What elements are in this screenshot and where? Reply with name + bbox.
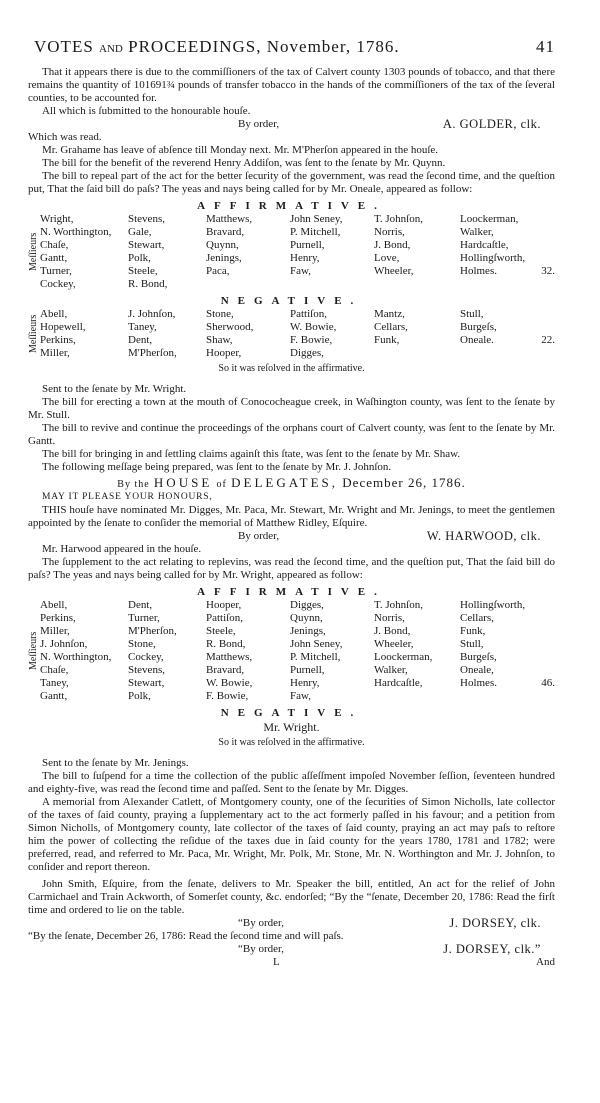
voter-name: Hopewell, <box>40 321 86 333</box>
voter-name: Cockey, <box>128 651 164 663</box>
voter-name: Digges, <box>290 347 324 359</box>
vote-count: 22. <box>541 334 555 346</box>
voter-name: Taney, <box>128 321 157 333</box>
negative-heading: NEGATIVE. <box>220 707 363 719</box>
header-title-votes: VOTES <box>34 37 94 56</box>
message-house: HOUSE <box>153 475 213 490</box>
voter-name: Jenings, <box>206 252 242 264</box>
voter-name: Turner, <box>40 265 72 277</box>
vote-count <box>538 638 555 651</box>
paragraph: A memorial from Alexander Catlett, of Montgomery county, one of the ſecurities of Simon Nicholls, late collector of the taxes of ſaid county, praying a ſupplementary act to the act formerly paſſed in his favour; and a petition from Simon Nicholls, of Montgomery county, late collector of the taxes of ſaid county, praying an act may paſs to reſtore him the power of collecting the reſidue of the taxes due in ſaid county for the years 1780, 1781 and 1782; were preferred, read, and referred to Mr. Paca, Mr. Wright, Mr. Polk, Mr. Stone, Mr. N. Worthington and Mr. J. Johnſon, to conſider and report thereon. <box>28 796 555 873</box>
voter-name <box>460 690 538 703</box>
voter-name: Faw, <box>290 690 311 702</box>
salutation: MAY IT PLEASE YOUR HONOURS, <box>42 492 213 502</box>
vote-count <box>538 625 555 638</box>
voter-name: Hooper, <box>206 347 242 359</box>
voter-name: Love, <box>374 252 400 264</box>
vote-table <box>28 599 555 703</box>
voter-name: Oneale. <box>460 334 494 346</box>
voter-name: T. Johnſon, <box>374 599 423 611</box>
voter-name: Steele, <box>128 265 158 277</box>
catchword: And <box>536 956 555 968</box>
voter-name: Hardcaſtle, <box>460 239 509 251</box>
by-order: “By order, <box>238 943 284 955</box>
message-by-the: By the <box>117 479 150 490</box>
vote-count: 32. <box>541 265 555 277</box>
voter-name: P. Mitchell, <box>290 651 341 663</box>
voter-name: Steele, <box>206 625 236 637</box>
voter-name: Hollingſworth, <box>460 252 526 264</box>
vote-row <box>40 677 555 690</box>
voter-name <box>206 278 290 291</box>
voter-name: M'Pherſon, <box>128 347 177 359</box>
vote-row <box>40 638 555 651</box>
voter-name: Burgeſs, <box>460 651 497 663</box>
voter-name <box>374 690 460 703</box>
voter-name: Henry, <box>290 252 320 264</box>
vote-row <box>40 213 555 226</box>
voter-name: Holmes. <box>460 677 497 689</box>
voter-name: M'Pherſon, <box>128 625 177 637</box>
paragraph: Which was read. <box>28 131 102 143</box>
vote-count <box>538 226 555 239</box>
paragraph: The bill for erecting a town at the mouth of Conococheague creek, in Waſhington county, was ſent to the ſenate by Mr. Stull. <box>28 396 555 421</box>
voter-name: Gale, <box>128 226 152 238</box>
header-title <box>34 37 400 56</box>
vote-count <box>538 690 555 703</box>
voter-name: P. Mitchell, <box>290 226 341 238</box>
voter-name: Digges, <box>290 599 324 611</box>
clerk-name: J. DORSEY, clk. <box>449 916 541 930</box>
voter-name: Chaſe, <box>40 239 69 251</box>
signature-line <box>28 118 555 131</box>
vote-count <box>538 651 555 664</box>
voter-name: Wheeler, <box>374 638 414 650</box>
vote-count <box>538 321 555 334</box>
voter-name: Polk, <box>128 252 151 264</box>
voter-name: Faw, <box>290 265 311 277</box>
messieurs-label: Meſſieurs <box>28 631 39 671</box>
voter-name: Jenings, <box>290 625 326 637</box>
voter-name: Turner, <box>128 612 160 624</box>
voter-name: J. Bond, <box>374 239 411 251</box>
voter-name: Stone, <box>128 638 156 650</box>
voter-name: Pattiſon, <box>290 308 327 320</box>
voter-name: Funk, <box>374 334 400 346</box>
voter-name: Funk, <box>460 625 486 637</box>
vote-row <box>40 599 555 612</box>
paragraph: The bill to repeal part of the act for the better ſecurity of the government, was read the ſecond time, and the queſtion put, That the ſaid bill do paſs? The yeas and nays being called for by Mr. Oneale, appeared as follow: <box>28 170 555 195</box>
voter-name: R. Bond, <box>128 278 168 290</box>
voter-name: Cellars, <box>460 612 494 624</box>
message-body: THIS houſe have nominated Mr. Digges, Mr. Paca, Mr. Stewart, Mr. Wright and Mr. Jenings, to meet the gentlemen appointed by the ſenate to conſider the memorial of Matthew Ridley, Eſquire. <box>28 504 555 529</box>
voter-name: Abell, <box>40 599 68 611</box>
paragraph: All which is ſubmitted to the honourable houſe. <box>42 105 251 117</box>
voter-name: Stewart, <box>128 677 165 689</box>
vote-rows <box>40 308 555 360</box>
resolution: So it was reſolved in the affirmative. <box>218 737 365 748</box>
voter-name <box>374 347 460 360</box>
voter-name: Walker, <box>374 664 408 676</box>
voter-name: Henry, <box>290 677 320 689</box>
voter-name: Stone, <box>206 308 234 320</box>
voter-name: Sherwood, <box>206 321 254 333</box>
paragraph: John Smith, Eſquire, from the ſenate, delivers to Mr. Speaker the bill, entitled, An act for the relief of John Carmichael and Train Ackworth, of Somerſet county, &c. endorſed; “By the “ſenate, December 20, 1786: Read the firſt time and ordered to lie on the table. <box>28 878 555 916</box>
voter-name: Shaw, <box>206 334 233 346</box>
signature-line <box>28 917 555 930</box>
paragraph: That it appears there is due to the commiſſioners of the tax of Calvert county 1303 pounds of tobacco, and that there remains the quantity of 101691¾ pounds of transfer tobacco in the hands of the commiſſioners of the tax of the ſeveral counties, to be accounted for. <box>28 66 555 104</box>
vote-row <box>40 347 555 360</box>
voter-name <box>374 278 460 291</box>
voter-name <box>460 347 538 360</box>
vote-row <box>40 612 555 625</box>
clerk-name: W. HARWOOD, clk. <box>426 529 541 543</box>
voter-name: Wheeler, <box>374 265 414 277</box>
voter-name: Perkins, <box>40 612 76 624</box>
running-header <box>34 37 555 56</box>
vote-row <box>40 651 555 664</box>
negative-heading: NEGATIVE. <box>220 295 363 307</box>
vote-row <box>40 265 555 278</box>
vote-count <box>538 612 555 625</box>
voter-name: Hardcaſtle, <box>374 677 423 689</box>
voter-name: F. Bowie, <box>290 334 333 346</box>
voter-name: T. Johnſon, <box>374 213 423 225</box>
vote-count <box>538 252 555 265</box>
voter-name: Oneale, <box>460 664 494 676</box>
voter-name: Gantt, <box>40 252 68 264</box>
vote-row <box>40 690 555 703</box>
paragraph: The ſupplement to the act relating to replevins, was read the ſecond time, and the queſtion put, That the ſaid bill do paſs? The yeas and nays being called for by Mr. Wright, appeared as follow: <box>28 556 555 581</box>
voter-name: Loockerman, <box>374 651 433 663</box>
voter-name: Quynn, <box>206 239 239 251</box>
vote-count <box>538 347 555 360</box>
signature-line <box>28 530 555 543</box>
voter-name: Stull, <box>460 638 484 650</box>
voter-name: Hollingſworth, <box>460 599 526 611</box>
message-heading <box>28 476 555 491</box>
voter-name: Bravard, <box>206 226 245 238</box>
voter-name: Quynn, <box>290 612 323 624</box>
voter-name: John Seney, <box>290 638 343 650</box>
by-order: “By order, <box>238 917 284 929</box>
vote-row <box>40 226 555 239</box>
voter-name: Polk, <box>128 690 151 702</box>
vote-count <box>538 239 555 252</box>
affirmative-heading: AFFIRMATIVE. <box>197 200 386 212</box>
vote-count <box>538 664 555 677</box>
voter-name: Taney, <box>40 677 69 689</box>
by-order: By order, <box>238 118 280 130</box>
resolution: So it was reſolved in the affirmative. <box>218 363 365 374</box>
voter-name: Hooper, <box>206 599 242 611</box>
message-date: December 26, 1786. <box>342 475 466 490</box>
voter-name: Miller, <box>40 347 70 359</box>
voter-name: Matthews, <box>206 651 253 663</box>
vote-row <box>40 278 555 291</box>
voter-name: Paca, <box>206 265 230 277</box>
messieurs-label: Meſſieurs <box>28 232 39 272</box>
paragraph: “By the ſenate, December 26, 1786: Read the ſecond time and will paſs. <box>28 930 344 942</box>
voter-name: N. Worthington, <box>40 226 112 238</box>
voter-name: Norris, <box>374 226 405 238</box>
message-delegates: DELEGATES, <box>231 475 339 490</box>
voter-name: Gantt, <box>40 690 68 702</box>
vote-rows <box>40 213 555 291</box>
voter-name: Chaſe, <box>40 664 69 676</box>
vote-row <box>40 625 555 638</box>
vote-count <box>538 599 555 612</box>
signature-line <box>28 943 555 956</box>
page-number: 41 <box>536 37 555 56</box>
affirmative-heading: AFFIRMATIVE. <box>197 586 386 598</box>
signature-mark: L <box>273 956 280 968</box>
vote-row <box>40 252 555 265</box>
voter-name: Purnell, <box>290 239 325 251</box>
voter-name: J. Johnſon, <box>40 638 88 650</box>
paragraph: The following meſſage being prepared, was ſent to the ſenate by Mr. J. Johnſon. <box>42 461 392 473</box>
voter-name <box>290 278 374 291</box>
vote-table <box>28 308 555 360</box>
voter-name: Loockerman, <box>460 213 519 225</box>
voter-name: Stull, <box>460 308 484 320</box>
vote-row <box>40 334 555 347</box>
voter-name: Holmes. <box>460 265 497 277</box>
header-title-and: AND <box>99 43 123 55</box>
vote-row <box>40 321 555 334</box>
paragraph: Sent to the ſenate by Mr. Wright. <box>42 383 187 395</box>
voter-name: Norris, <box>374 612 405 624</box>
vote-rows <box>40 599 555 703</box>
header-title-proceedings: PROCEEDINGS, November, 1786. <box>128 37 400 56</box>
voter-name: W. Bowie, <box>206 677 253 689</box>
voter-name: Matthews, <box>206 213 253 225</box>
voter-name: Miller, <box>40 625 70 637</box>
voter-name: W. Bowie, <box>290 321 337 333</box>
voter-name: R. Bond, <box>206 638 246 650</box>
voter-name <box>460 278 538 291</box>
voter-name: Bravard, <box>206 664 245 676</box>
voter-name: J. Bond, <box>374 625 411 637</box>
vote-count: 46. <box>541 677 555 689</box>
voter-name: Burgeſs, <box>460 321 497 333</box>
voter-name: F. Bowie, <box>206 690 249 702</box>
voter-name: Mantz, <box>374 308 405 320</box>
vote-row <box>40 308 555 321</box>
messieurs-label: Meſſieurs <box>28 314 39 354</box>
clerk-name: A. GOLDER, clk. <box>442 117 541 131</box>
voter-name: Stevens, <box>128 664 165 676</box>
voter-name: Dent, <box>128 334 153 346</box>
voter-name: Cellars, <box>374 321 408 333</box>
voter-name: J. Johnſon, <box>128 308 176 320</box>
text-column <box>28 37 555 969</box>
vote-count <box>538 308 555 321</box>
paragraph: The bill to revive and continue the proceedings of the orphans court of Calvert county, was ſent to the ſenate by Mr. Gantt. <box>28 422 555 447</box>
paragraph: Mr. Harwood appeared in the houſe. <box>42 543 202 555</box>
vote-row <box>40 664 555 677</box>
voter-name: Purnell, <box>290 664 325 676</box>
clerk-name: J. DORSEY, clk.” <box>443 942 541 956</box>
voter-name: Stevens, <box>128 213 165 225</box>
paragraph: The bill for the benefit of the reverend Henry Addiſon, was ſent to the ſenate by Mr. Quynn. <box>42 157 446 169</box>
negative-voter: Mr. Wright. <box>263 720 320 734</box>
by-order: By order, <box>238 530 280 542</box>
page-footer <box>28 956 555 969</box>
voter-name: Perkins, <box>40 334 76 346</box>
voter-name: Dent, <box>128 599 153 611</box>
voter-name: Walker, <box>460 226 494 238</box>
vote-table <box>28 213 555 291</box>
vote-row <box>40 239 555 252</box>
voter-name: Pattiſon, <box>206 612 243 624</box>
paragraph: Mr. Grahame has leave of abſence till Monday next. Mr. M'Pherſon appeared in the houſe. <box>42 144 439 156</box>
voter-name: N. Worthington, <box>40 651 112 663</box>
voter-name: Abell, <box>40 308 68 320</box>
vote-count <box>538 278 555 291</box>
voter-name: John Seney, <box>290 213 343 225</box>
vote-count <box>538 213 555 226</box>
paragraph: Sent to the ſenate by Mr. Jenings. <box>42 757 189 769</box>
voter-name: Stewart, <box>128 239 165 251</box>
voter-name: Cockey, <box>40 278 76 290</box>
paragraph: The bill to ſuſpend for a time the collection of the public aſſeſſment impoſed November ſeſſion, ſeventeen hundred and eighty-five, was read the ſecond time and paſſed. Sent to the ſenate by Mr. Digges. <box>28 770 555 795</box>
voter-name: Wright, <box>40 213 74 225</box>
paragraph: The bill for bringing in and ſettling claims againſt this ſtate, was ſent to the ſenate by Mr. Shaw. <box>42 448 461 460</box>
message-of: of <box>216 479 227 490</box>
